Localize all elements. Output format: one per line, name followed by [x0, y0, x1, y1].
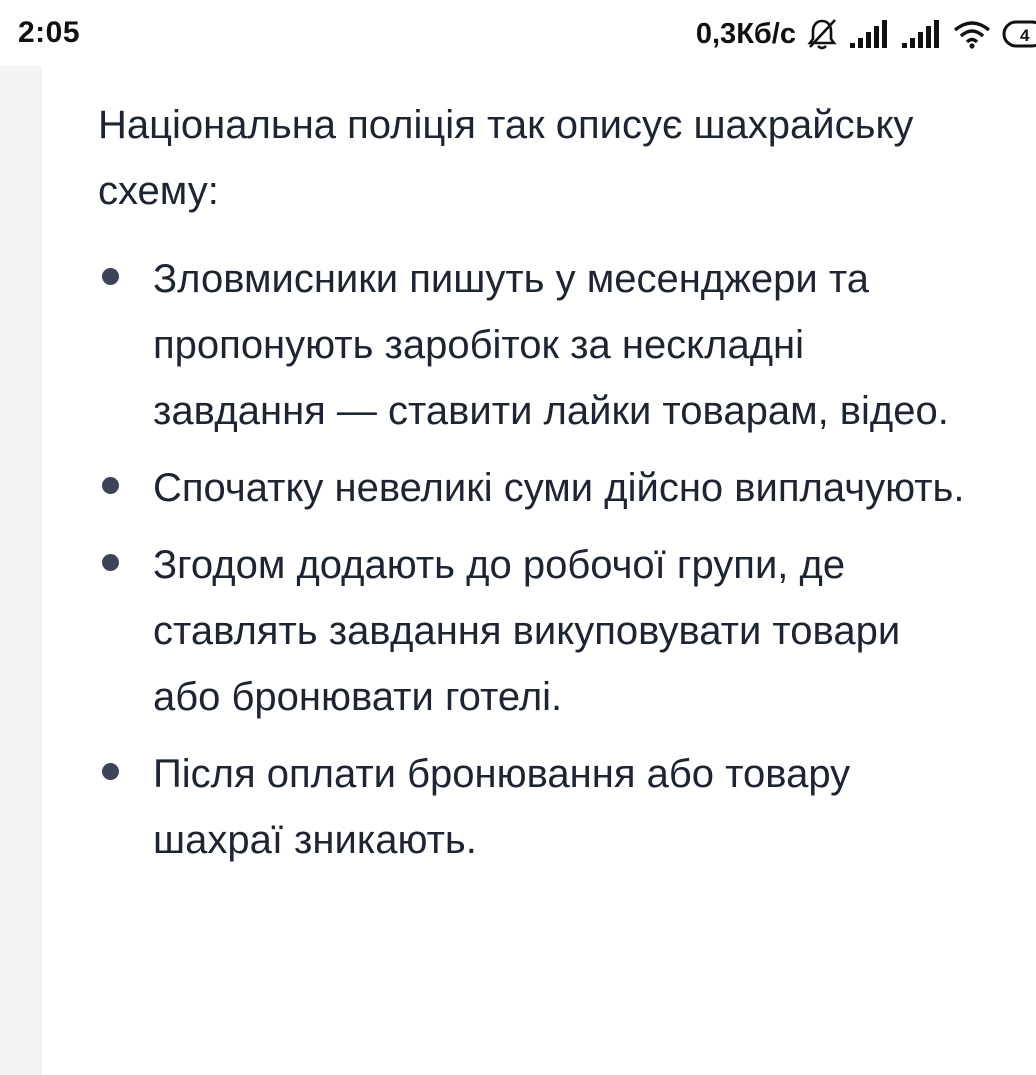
status-icons — [696, 14, 1036, 54]
signal-icon — [848, 19, 890, 49]
status-bar — [0, 0, 1036, 66]
list-item — [98, 455, 978, 521]
bell-muted-icon — [806, 17, 838, 51]
wifi-icon — [952, 19, 992, 49]
bullet-dot-icon — [102, 763, 119, 780]
signal-icon — [900, 19, 942, 49]
status-time: 2:05 — [18, 16, 81, 49]
list-item-text: Згодом додають до робочої групи, де ставлять завдання викуповувати товари або бронювати готелі. — [153, 543, 901, 719]
list-item-text: Зловмисники пишуть у месенджери та пропонують заробіток за нескладні завдання — ставити лайки товарам, відео. — [153, 257, 949, 433]
battery-icon — [1002, 20, 1036, 48]
list-item-text: Спочатку невеликі суми дійсно виплачують. — [153, 466, 965, 510]
bullet-dot-icon — [102, 477, 119, 494]
bullet-dot-icon — [102, 554, 119, 571]
list-item-text: Після оплати бронювання або товару шахраї зникають. — [153, 752, 851, 862]
network-speed: 0,3Кб/с — [695, 17, 796, 50]
list-item — [98, 741, 978, 873]
bullet-dot-icon — [102, 268, 119, 285]
intro-paragraph: Національна поліція так описує шахрайську схему: — [98, 103, 914, 213]
article-content — [42, 66, 1036, 1075]
list-item — [98, 532, 978, 730]
list-item — [98, 246, 978, 444]
bullet-list — [98, 246, 978, 884]
battery-label: 4 — [1020, 26, 1030, 45]
left-margin-strip — [0, 66, 42, 1075]
